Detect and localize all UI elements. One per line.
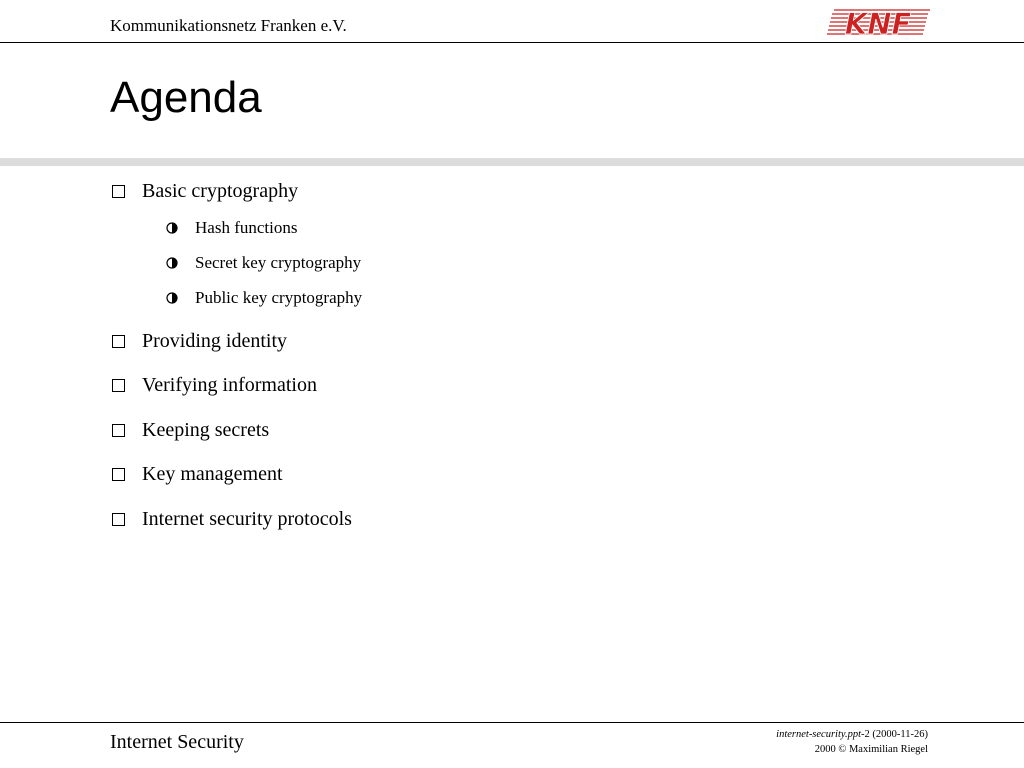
agenda-item: [112, 328, 287, 354]
footer-copyright: 2000 © Maximilian Riegel: [814, 744, 928, 755]
agenda-item-label: Providing identity: [142, 330, 287, 352]
agenda-item: [112, 178, 298, 204]
agenda-subitem: [165, 287, 362, 309]
circle-bullet-icon: [165, 257, 181, 269]
agenda-item-label: Basic cryptography: [142, 180, 299, 202]
agenda-subitem-label: Hash functions: [195, 218, 298, 237]
svg-text:KNF: KNF: [844, 7, 912, 39]
footer-date: (2000-11-26): [872, 729, 928, 740]
footer-divider: [0, 722, 1024, 723]
agenda-item: [112, 372, 317, 398]
organization-name: Kommunikationsnetz Franken e.V.: [110, 16, 347, 35]
footer-page-number: -2: [861, 729, 870, 740]
footer-title: Internet Security: [110, 731, 244, 753]
circle-bullet-icon: [165, 292, 181, 304]
agenda-item-label: Key management: [142, 463, 283, 485]
agenda-item: [112, 506, 352, 532]
circle-bullet-icon: [165, 222, 181, 234]
footer-file-name: internet-security.ppt: [776, 729, 862, 740]
square-bullet-icon: [112, 335, 125, 348]
agenda-subitem: [165, 252, 361, 274]
agenda-subitem-label: Public key cryptography: [195, 288, 363, 307]
slide-title: Agenda: [110, 73, 262, 122]
square-bullet-icon: [112, 185, 125, 198]
footer-meta: [776, 727, 928, 757]
agenda-subitem: [165, 217, 297, 239]
footer-file-line: [776, 727, 928, 742]
agenda-item-label: Internet security protocols: [142, 508, 352, 530]
knf-logo: [826, 7, 934, 39]
agenda-item-label: Verifying information: [142, 374, 317, 396]
agenda-item: [112, 461, 283, 487]
square-bullet-icon: [112, 513, 125, 526]
square-bullet-icon: [112, 379, 125, 392]
square-bullet-icon: [112, 468, 125, 481]
agenda-item: [112, 417, 269, 443]
agenda-item-label: Keeping secrets: [142, 419, 270, 441]
header-divider: [0, 42, 1024, 43]
square-bullet-icon: [112, 424, 125, 437]
title-band-divider: [0, 158, 1024, 166]
agenda-subitem-label: Secret key cryptography: [195, 253, 362, 272]
